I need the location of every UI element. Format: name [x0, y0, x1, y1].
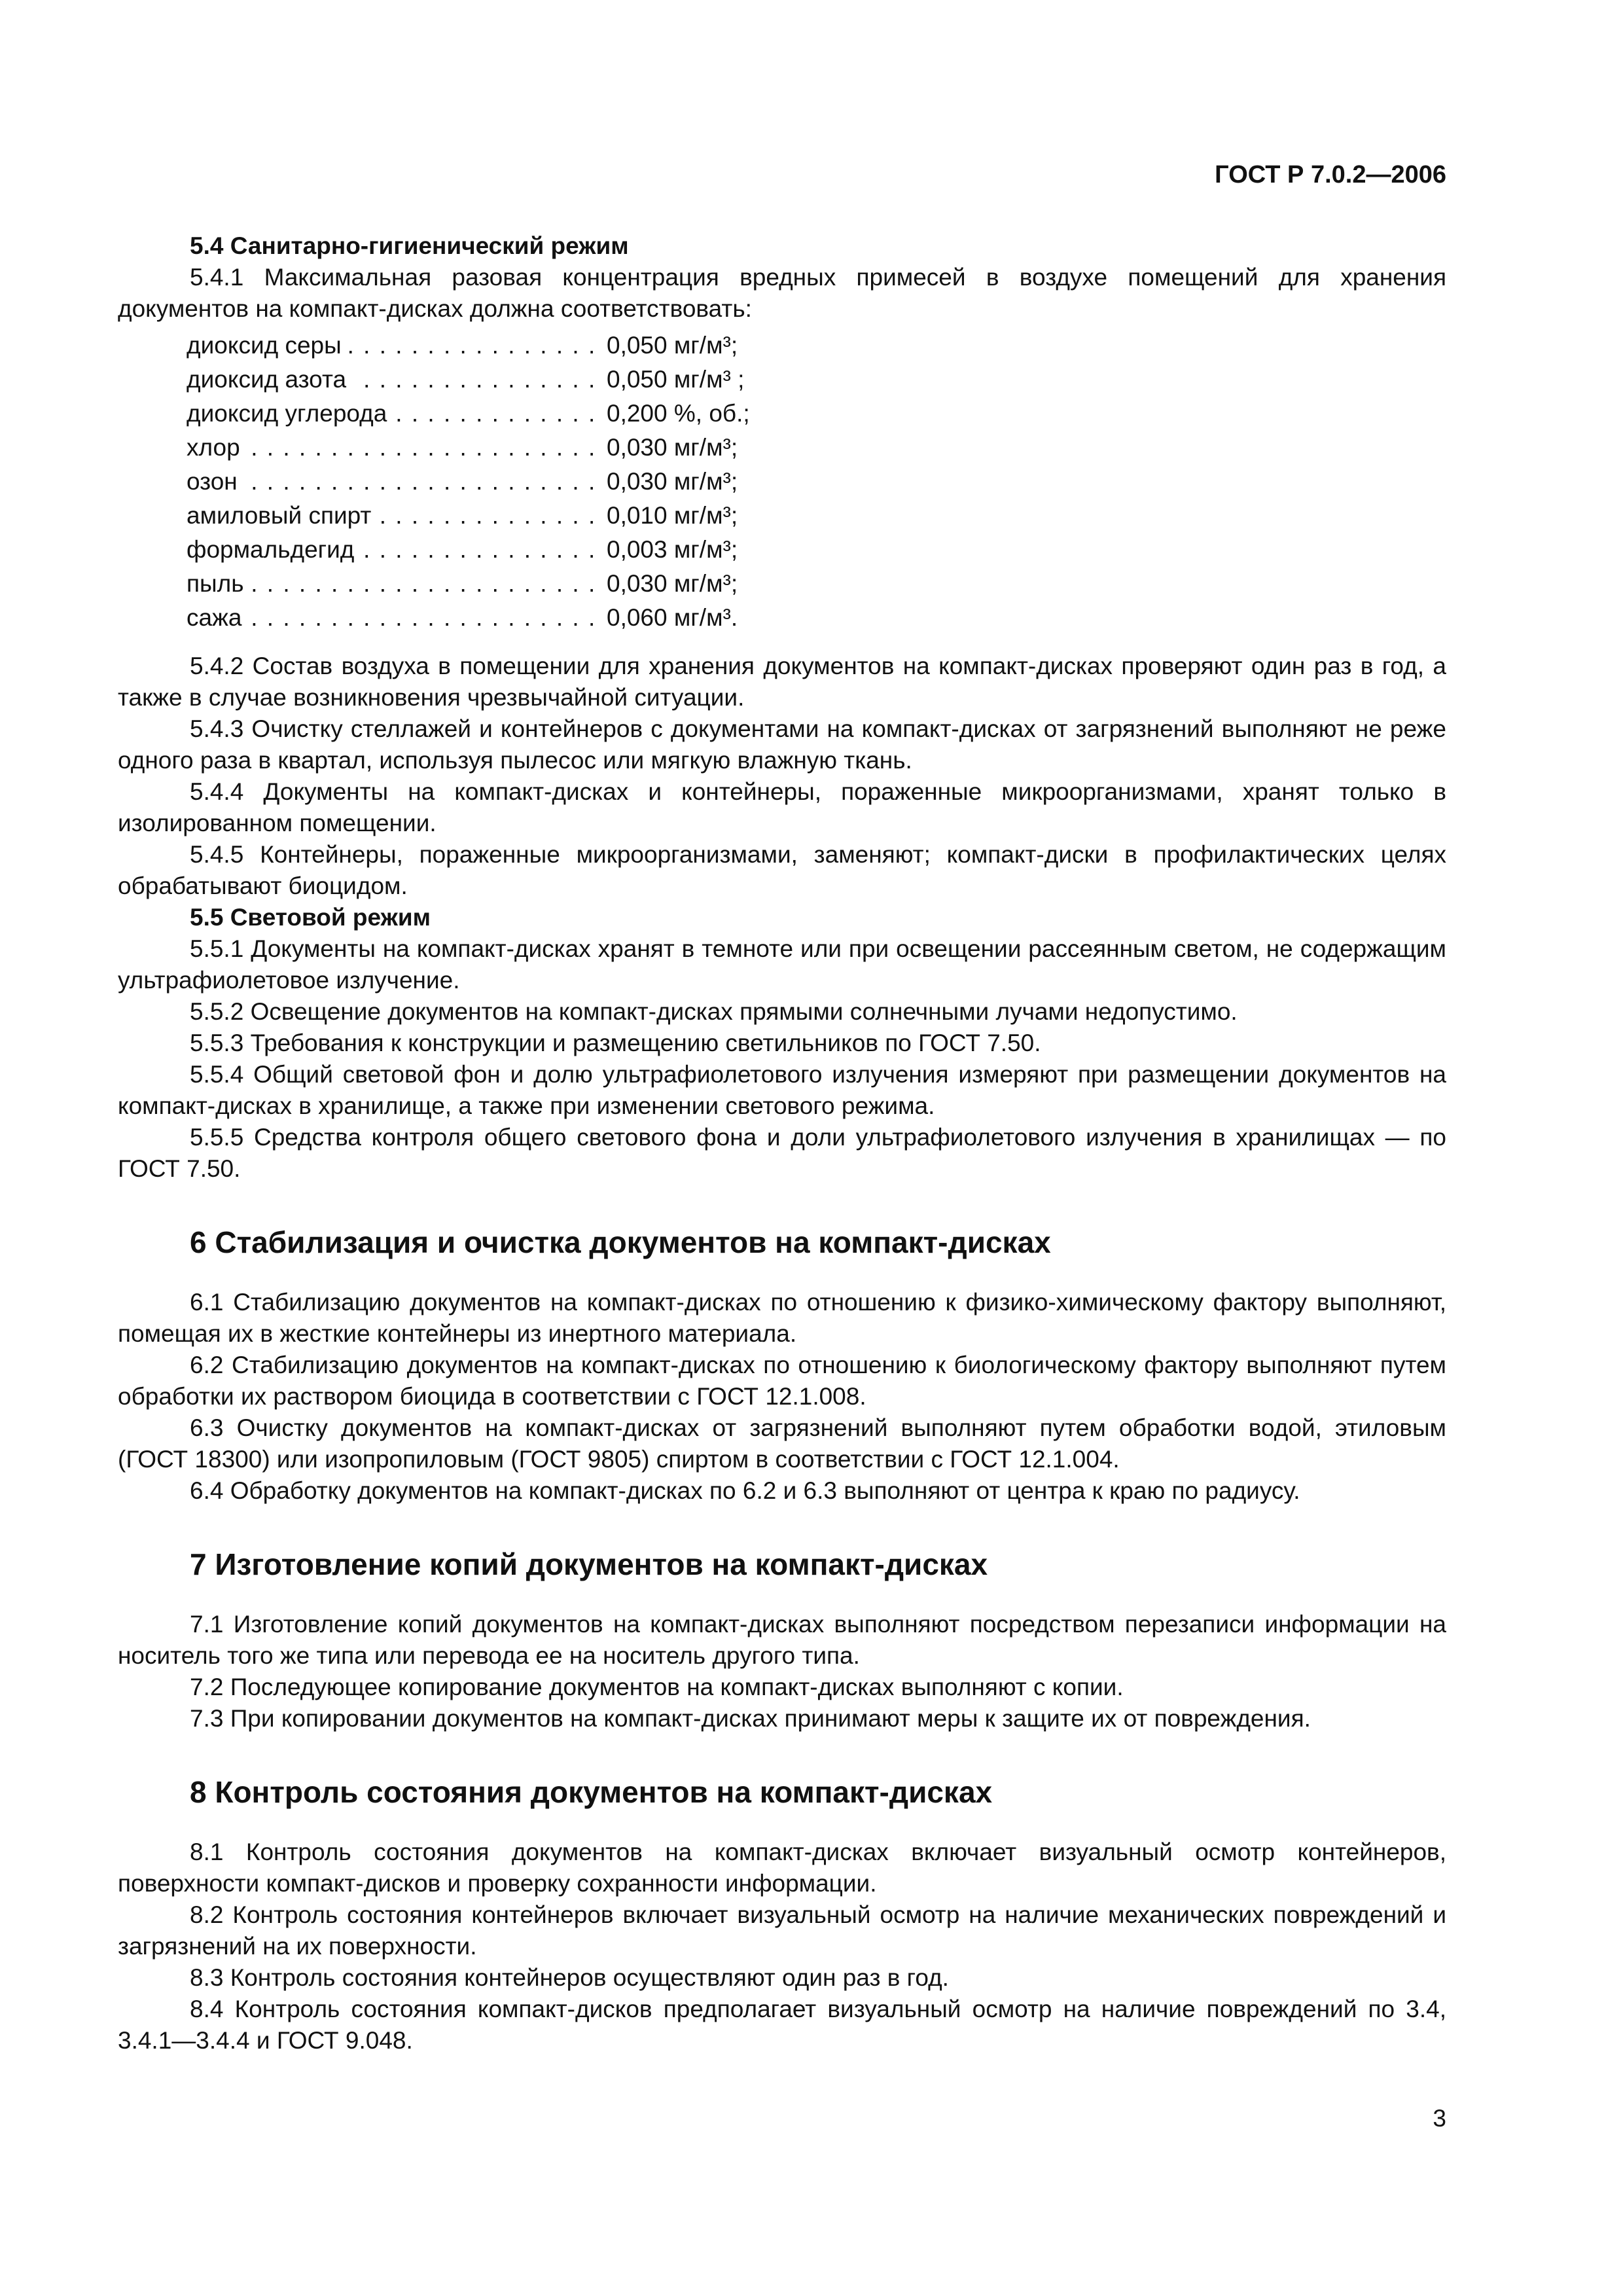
list-item — [187, 327, 1446, 361]
paragraph-5-5-4: 5.5.4 Общий световой фон и долю ультрафиолетового излучения измеряют при размещении документов на компакт-дисках в хранилище, а также при изменении светового режима. — [118, 1061, 1446, 1119]
substance-name: озон — [187, 468, 244, 495]
paragraph-5-5-2: 5.5.2 Освещение документов на компакт-дисках прямыми солнечными лучами недопустимо. — [190, 998, 1238, 1025]
substance-name: формальдегид — [187, 536, 361, 563]
substance-name: диоксид углерода — [187, 400, 393, 427]
paragraph-5-5-3: 5.5.3 Требования к конструкции и размещению светильников по ГОСТ 7.50. — [190, 1030, 1041, 1056]
section-heading-6: 6 Стабилизация и очистка документов на компакт-дисках — [190, 1225, 1051, 1259]
list-item — [187, 531, 1446, 565]
substance-name: хлор — [187, 434, 247, 461]
substance-value: 0,200 %, об.; — [607, 400, 750, 427]
paragraph-8-1: 8.1 Контроль состояния документов на компакт-дисках включает визуальный осмотр контейнеров, поверхности компакт-дисков и проверку сохранности информации. — [118, 1839, 1446, 1897]
paragraph-5-4-5: 5.4.5 Контейнеры, пораженные микроорганизмами, заменяют; компакт-диски в профилактических целях обрабатывают биоцидом. — [118, 841, 1446, 899]
paragraph-6-2: 6.2 Стабилизацию документов на компакт-дисках по отношению к биологическому фактору выполняют путем обработки их раствором биоцида в соответствии с ГОСТ 12.1.008. — [118, 1352, 1446, 1410]
paragraph-6-1: 6.1 Стабилизацию документов на компакт-дисках по отношению к физико-химическому фактору выполняют, помещая их в жесткие контейнеры из инертного материала. — [118, 1289, 1446, 1347]
section-heading-8: 8 Контроль состояния документов на компакт-дисках — [190, 1775, 993, 1809]
list-item — [187, 361, 1446, 395]
substance-name: диоксид азота — [187, 366, 353, 393]
substance-value: 0,030 мг/м³; — [607, 434, 738, 461]
paragraph-5-4-2: 5.4.2 Состав воздуха в помещении для хранения документов на компакт-дисках проверяют один раз в год, а также в случае возникновения чрезвычайной ситуации. — [118, 653, 1446, 711]
paragraph-5-4-4: 5.4.4 Документы на компакт-дисках и контейнеры, пораженные микроорганизмами, хранят только в изолированном помещении. — [118, 778, 1446, 836]
substance-value: 0,003 мг/м³; — [607, 536, 738, 563]
substance-value: 0,030 мг/м³; — [607, 570, 738, 597]
concentration-list — [118, 327, 1446, 634]
list-item — [187, 497, 1446, 531]
substance-name: амиловый спирт — [187, 502, 378, 529]
list-item — [187, 600, 1446, 634]
document-code-header: ГОСТ Р 7.0.2—2006 — [1215, 161, 1446, 188]
list-item — [187, 565, 1446, 600]
paragraph-5-5-5: 5.5.5 Средства контроля общего светового фона и доли ультрафиолетового излучения в хранилищах — по ГОСТ 7.50. — [118, 1124, 1446, 1182]
paragraph-7-3: 7.3 При копировании документов на компакт-дисках принимают меры к защите их от повреждения. — [190, 1705, 1311, 1732]
paragraph-7-1: 7.1 Изготовление копий документов на компакт-дисках выполняют посредством перезаписи информации на носитель того же типа или перевода ее на носитель другого типа. — [118, 1611, 1446, 1669]
substance-value: 0,010 мг/м³; — [607, 502, 738, 529]
page-number: 3 — [1433, 2105, 1446, 2132]
section-heading-7: 7 Изготовление копий документов на компакт-дисках — [190, 1547, 988, 1581]
substance-name: диоксид серы — [187, 332, 348, 359]
substance-name: пыль — [187, 570, 251, 597]
subsection-title-5-4: 5.4 Санитарно-гигиенический режим — [190, 232, 629, 259]
list-item — [187, 395, 1446, 429]
list-item — [187, 429, 1446, 463]
subsection-title-5-5: 5.5 Световой режим — [190, 904, 431, 931]
paragraph-8-3: 8.3 Контроль состояния контейнеров осуществляют один раз в год. — [190, 1964, 949, 1991]
paragraph-5-4-3: 5.4.3 Очистку стеллажей и контейнеров с документами на компакт-дисках от загрязнений выполняют не реже одного раза в квартал, используя пылесос или мягкую влажную ткань. — [118, 715, 1446, 774]
paragraph-8-4: 8.4 Контроль состояния компакт-дисков предполагает визуальный осмотр на наличие повреждений по 3.4, 3.4.1—3.4.4 и ГОСТ 9.048. — [118, 1996, 1446, 2054]
paragraph-5-4-1: 5.4.1 Максимальная разовая концентрация вредных примесей в воздухе помещений для хранения документов на компакт-дисках должна соответствовать: — [118, 264, 1446, 322]
paragraph-7-2: 7.2 Последующее копирование документов на компакт-дисках выполняют с копии. — [190, 1674, 1124, 1700]
paragraph-6-4: 6.4 Обработку документов на компакт-дисках по 6.2 и 6.3 выполняют от центра к краю по радиусу. — [190, 1477, 1300, 1504]
paragraph-6-3: 6.3 Очистку документов на компакт-дисках от загрязнений выполняют путем обработки водой, этиловым (ГОСТ 18300) или изопропиловым (ГОСТ 9805) спиртом в соответствии с ГОСТ 12.1.004. — [118, 1414, 1446, 1473]
substance-value: 0,050 мг/м³ ; — [607, 366, 745, 393]
list-item — [187, 463, 1446, 497]
substance-value: 0,060 мг/м³. — [607, 604, 738, 631]
substance-name: сажа — [187, 604, 248, 631]
substance-value: 0,030 мг/м³; — [607, 468, 738, 495]
paragraph-8-2: 8.2 Контроль состояния контейнеров включает визуальный осмотр на наличие механических повреждений и загрязнений на их поверхности. — [118, 1901, 1446, 1960]
page-content — [118, 230, 1446, 2056]
paragraph-5-5-1: 5.5.1 Документы на компакт-дисках хранят в темноте или при освещении рассеянным светом, не содержащим ультрафиолетовое излучение. — [118, 935, 1446, 994]
substance-value: 0,050 мг/м³; — [607, 332, 738, 359]
